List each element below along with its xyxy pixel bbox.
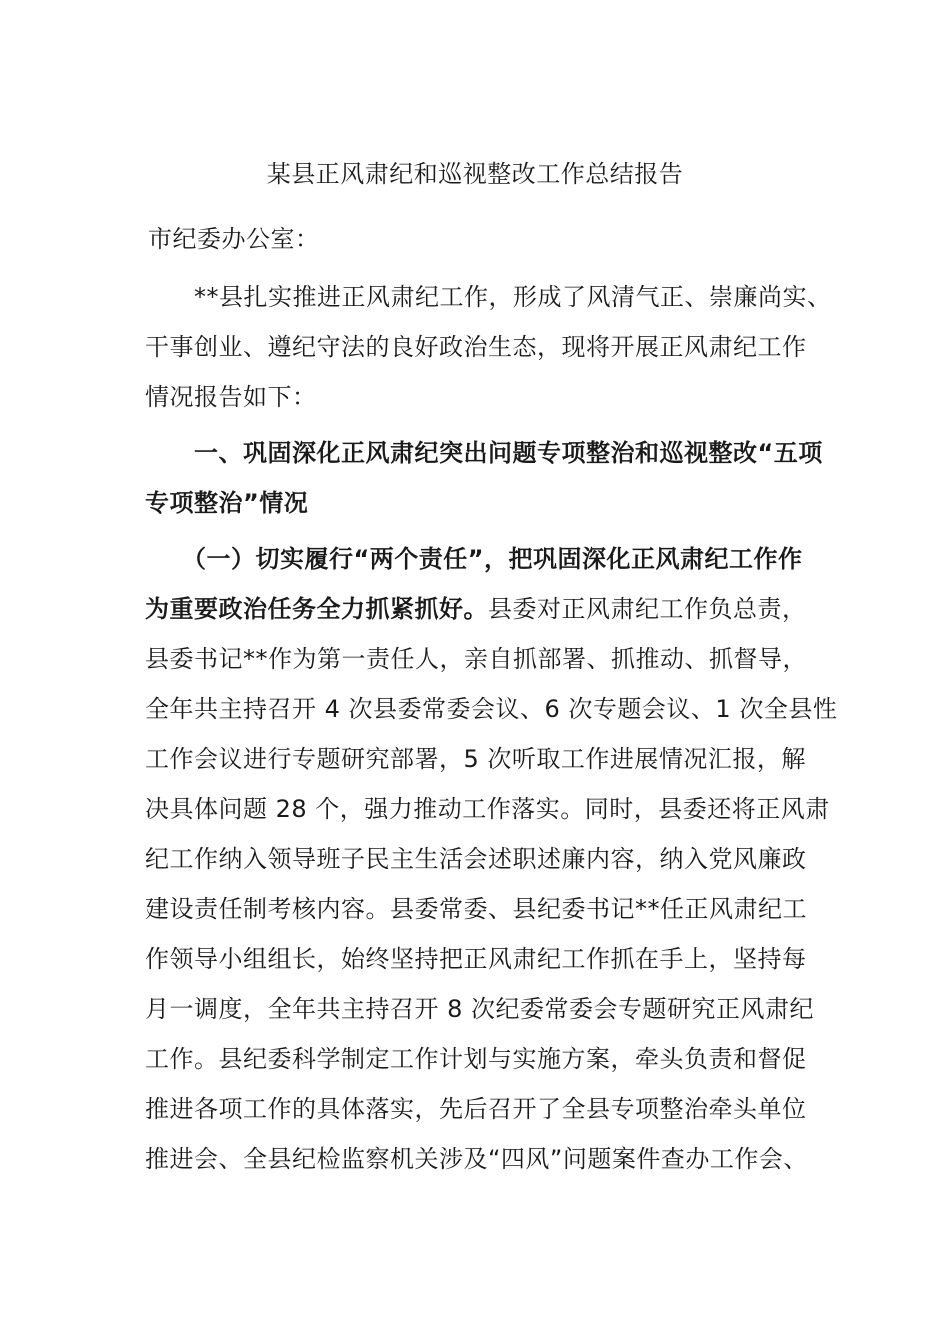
body-line: 作领导小组组长，始终坚持把正风肃纪工作抓在手上，坚持每 xyxy=(145,945,807,973)
body-line: 决具体问题 28 个，强力推动工作落实。同时，县委还将正风肃 xyxy=(145,795,830,823)
body-line: 纪工作纳入领导班子民主生活会述职述廉内容，纳入党风廉政 xyxy=(145,845,807,873)
body-line: 月一调度，全年共主持召开 8 次纪委常委会专题研究正风肃纪 xyxy=(145,995,815,1023)
document-title: 某县正风肃纪和巡视整改工作总结报告 xyxy=(266,160,684,188)
subsection-heading-line: （一）切实履行“两个责任”，把巩固深化正风肃纪工作作 xyxy=(145,545,803,573)
body-line: 工作会议进行专题研究部署，5 次听取工作进展情况汇报，解 xyxy=(145,745,806,773)
subsection-heading-line: 为重要政治任务全力抓紧抓好。县委对正风肃纪工作负总责， xyxy=(145,595,807,623)
body-line: **县扎实推进正风肃纪工作，形成了风清气正、崇廉尚实、 xyxy=(145,283,832,311)
body-line: 工作。县纪委科学制定工作计划与实施方案，牵头负责和督促 xyxy=(145,1045,807,1073)
body-line: 推进会、全县纪检监察机关涉及“四风”问题案件查办工作会、 xyxy=(145,1145,808,1173)
body-line: 县委书记**作为第一责任人，亲自抓部署、抓推动、抓督导， xyxy=(145,645,807,673)
body-line: 建设责任制考核内容。县委常委、县纪委书记**任正风肃纪工 xyxy=(145,895,807,923)
body-line: 情况报告如下： xyxy=(145,383,317,411)
body-line: 推进各项工作的具体落实，先后召开了全县专项整治牵头单位 xyxy=(145,1095,807,1123)
salutation: 市纪委办公室： xyxy=(148,225,320,253)
section-heading-line: 专项整治”情况 xyxy=(145,489,309,517)
section-heading-line: 一、巩固深化正风肃纪突出问题专项整治和巡视整改“五项 xyxy=(145,439,823,467)
body-line: 全年共主持召开 4 次县委常委会议、6 次专题会议、1 次全县性 xyxy=(145,695,838,723)
body-line: 干事创业、遵纪守法的良好政治生态，现将开展正风肃纪工作 xyxy=(145,333,807,361)
document-body xyxy=(145,279,838,1191)
